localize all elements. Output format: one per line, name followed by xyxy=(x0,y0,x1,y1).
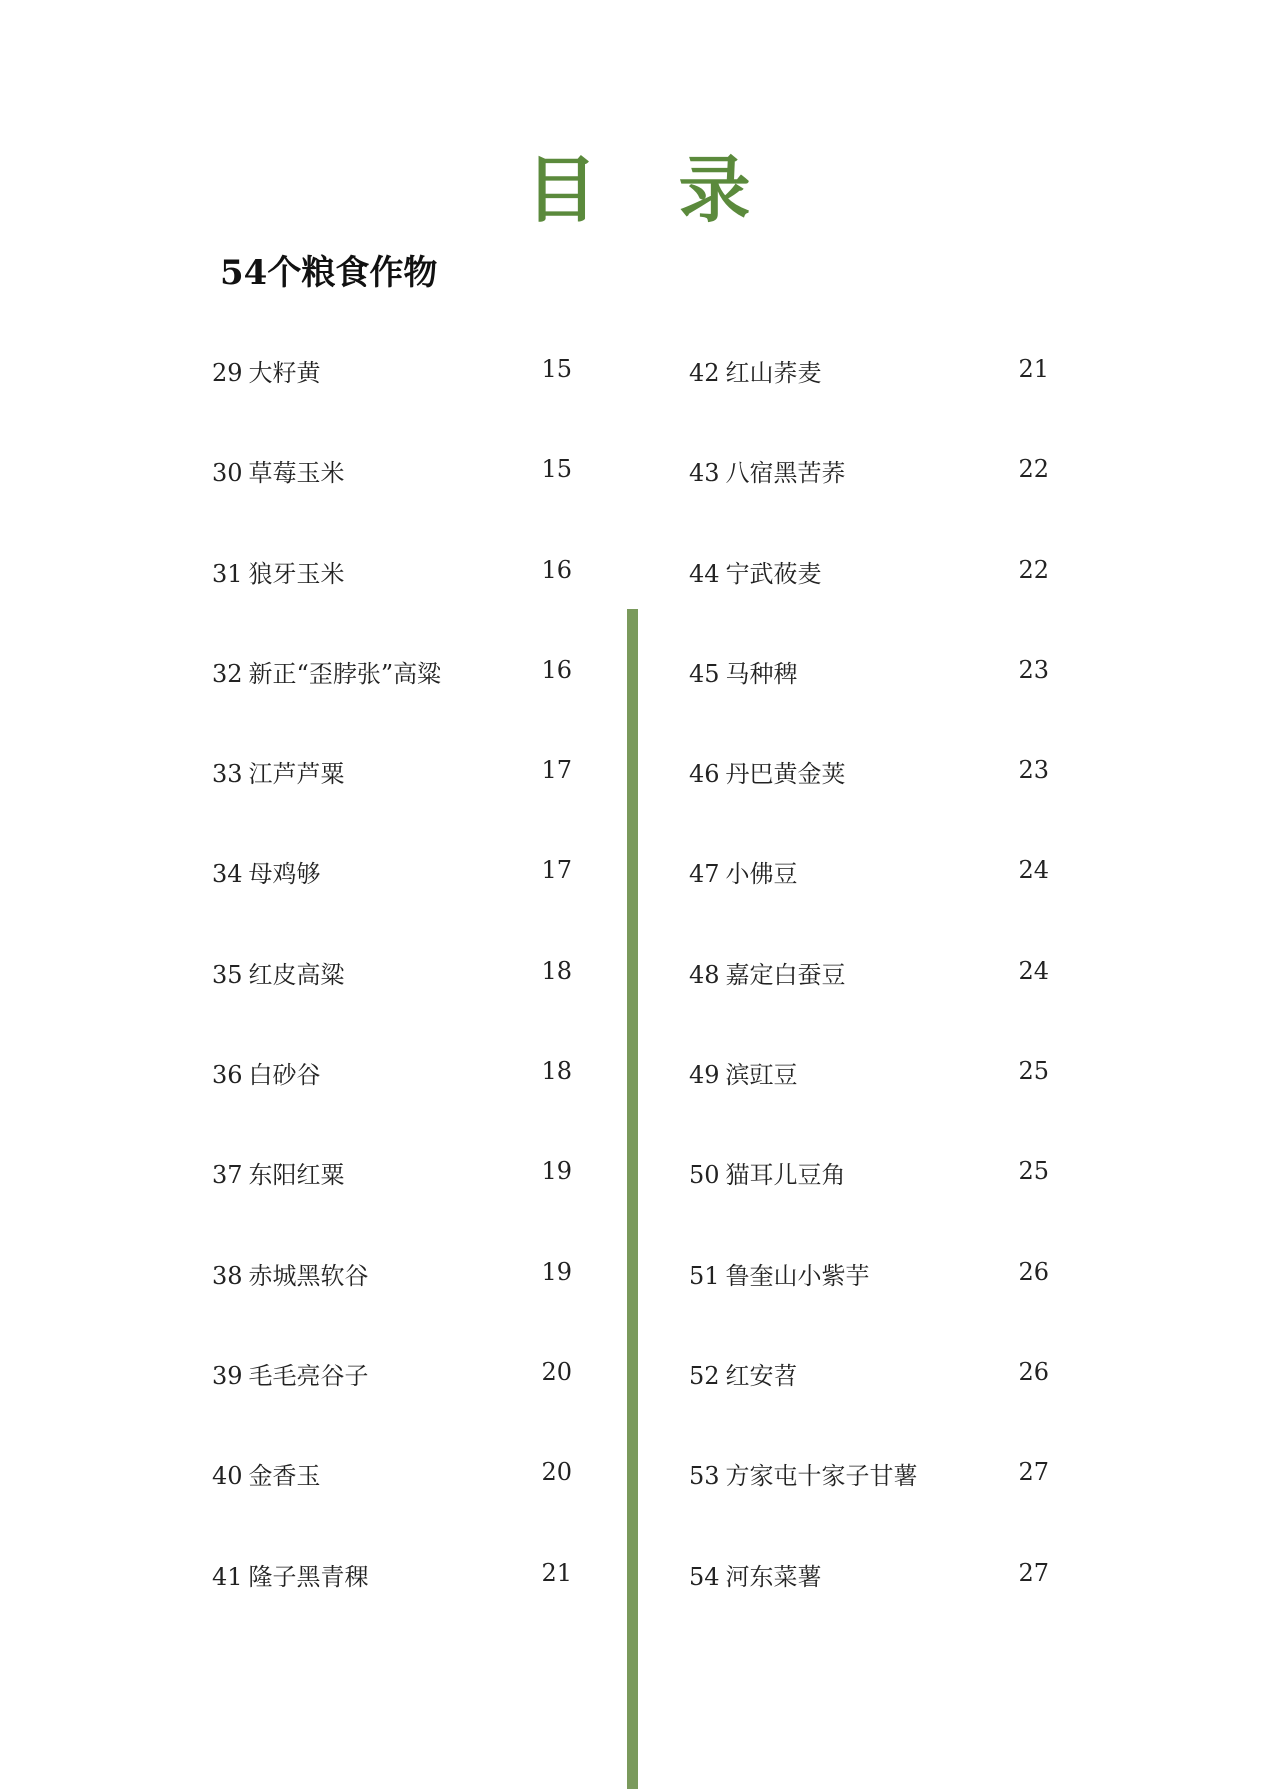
entry-name: 新正“歪脖张”高粱 xyxy=(248,659,442,688)
entry-number: 38 xyxy=(212,1261,243,1290)
toc-entry[interactable] xyxy=(212,955,572,1055)
entry-number: 43 xyxy=(689,459,720,488)
toc-entry[interactable] xyxy=(212,353,572,453)
entry-name: 丹巴黄金荚 xyxy=(725,760,846,789)
entry-number: 50 xyxy=(689,1161,720,1190)
toc-entry[interactable] xyxy=(212,1055,572,1155)
toc-entry[interactable] xyxy=(212,1155,572,1255)
entry-name: 鲁奎山小紫芋 xyxy=(725,1261,870,1290)
toc-entry[interactable] xyxy=(212,854,572,954)
entry-name: 嘉定白蚕豆 xyxy=(725,960,846,989)
entry-page: 22 xyxy=(1018,455,1049,484)
entry-page: 17 xyxy=(541,756,572,785)
entry-number: 44 xyxy=(689,559,720,588)
entry-number: 49 xyxy=(689,1061,720,1090)
entry-number: 32 xyxy=(212,659,243,688)
entry-name: 赤城黑软谷 xyxy=(248,1261,369,1290)
toc-entry[interactable] xyxy=(689,1155,1049,1255)
entry-page: 22 xyxy=(1018,555,1049,584)
toc-entry[interactable] xyxy=(212,554,572,654)
entry-number: 29 xyxy=(212,359,243,387)
entry-name: 金香玉 xyxy=(248,1462,321,1491)
section-heading: 54个粮食作物 xyxy=(220,253,438,293)
toc-entry[interactable] xyxy=(212,453,572,553)
entry-name: 滨豇豆 xyxy=(725,1061,798,1090)
toc-entry[interactable] xyxy=(689,854,1049,954)
entry-page: 15 xyxy=(541,355,572,383)
entry-name: 母鸡够 xyxy=(248,860,321,889)
entry-page: 17 xyxy=(541,856,572,885)
column-divider xyxy=(627,609,638,1789)
entry-name: 红山荞麦 xyxy=(725,359,822,387)
entry-number: 42 xyxy=(689,359,720,387)
entry-page: 19 xyxy=(541,1157,572,1186)
entry-number: 30 xyxy=(212,459,243,488)
toc-entry[interactable] xyxy=(212,1557,572,1657)
entry-page: 24 xyxy=(1018,956,1049,985)
entry-name: 东阳红粟 xyxy=(248,1161,345,1190)
toc-entry[interactable] xyxy=(689,1356,1049,1456)
entry-page: 16 xyxy=(541,655,572,684)
entry-name: 马种稗 xyxy=(725,659,798,688)
toc-entry[interactable] xyxy=(689,1456,1049,1556)
toc-entry[interactable] xyxy=(212,1356,572,1456)
entry-name: 草莓玉米 xyxy=(248,459,345,488)
toc-entry[interactable] xyxy=(212,1256,572,1356)
entry-name: 红皮高粱 xyxy=(248,960,345,989)
toc-entry[interactable] xyxy=(689,1055,1049,1155)
entry-number: 33 xyxy=(212,760,243,789)
entry-number: 52 xyxy=(689,1361,720,1390)
toc-entry[interactable] xyxy=(689,955,1049,1055)
entry-name: 方家屯十家子甘薯 xyxy=(725,1462,918,1491)
toc-entry[interactable] xyxy=(212,754,572,854)
toc-entry[interactable] xyxy=(689,554,1049,654)
entry-name: 小佛豆 xyxy=(725,860,798,889)
entry-name: 狼牙玉米 xyxy=(248,559,345,588)
toc-entry[interactable] xyxy=(689,654,1049,754)
entry-page: 27 xyxy=(1018,1558,1049,1587)
toc-column-right xyxy=(689,353,1049,1657)
entry-name: 隆子黑青稞 xyxy=(248,1562,369,1591)
entry-name: 毛毛亮谷子 xyxy=(248,1361,369,1390)
entry-page: 18 xyxy=(541,1057,572,1086)
entry-page: 20 xyxy=(541,1357,572,1386)
toc-entry[interactable] xyxy=(689,353,1049,453)
toc-entry[interactable] xyxy=(689,1256,1049,1356)
toc-entry[interactable] xyxy=(689,754,1049,854)
entry-name: 河东菜薯 xyxy=(725,1562,822,1591)
entry-number: 36 xyxy=(212,1061,243,1090)
entry-page: 26 xyxy=(1018,1257,1049,1286)
entry-page: 25 xyxy=(1018,1157,1049,1186)
entry-page: 19 xyxy=(541,1257,572,1286)
entry-page: 23 xyxy=(1018,756,1049,785)
entry-page: 23 xyxy=(1018,655,1049,684)
entry-number: 41 xyxy=(212,1562,243,1591)
entry-page: 16 xyxy=(541,555,572,584)
entry-number: 45 xyxy=(689,659,720,688)
entry-name: 大籽黄 xyxy=(248,359,321,387)
entry-number: 31 xyxy=(212,559,243,588)
entry-name: 江芦芦粟 xyxy=(248,760,345,789)
entry-number: 54 xyxy=(689,1562,720,1591)
toc-entry[interactable] xyxy=(689,453,1049,553)
entry-number: 48 xyxy=(689,960,720,989)
toc-entry[interactable] xyxy=(212,654,572,754)
entry-name: 猫耳儿豆角 xyxy=(725,1161,846,1190)
entry-name: 八宿黑苦荞 xyxy=(725,459,846,488)
entry-number: 46 xyxy=(689,760,720,789)
entry-number: 37 xyxy=(212,1161,243,1190)
entry-number: 35 xyxy=(212,960,243,989)
entry-page: 20 xyxy=(541,1458,572,1487)
entry-page: 21 xyxy=(541,1558,572,1587)
toc-entry[interactable] xyxy=(212,1456,572,1556)
entry-page: 18 xyxy=(541,956,572,985)
entry-number: 53 xyxy=(689,1462,720,1491)
entry-page: 15 xyxy=(541,455,572,484)
entry-page: 25 xyxy=(1018,1057,1049,1086)
entry-page: 24 xyxy=(1018,856,1049,885)
entry-name: 红安苕 xyxy=(725,1361,798,1390)
entry-page: 26 xyxy=(1018,1357,1049,1386)
entry-number: 39 xyxy=(212,1361,243,1390)
toc-column-left xyxy=(212,353,572,1657)
entry-name: 白砂谷 xyxy=(248,1061,321,1090)
entry-number: 47 xyxy=(689,860,720,889)
entry-number: 40 xyxy=(212,1462,243,1491)
entry-page: 27 xyxy=(1018,1458,1049,1487)
entry-name: 宁武莜麦 xyxy=(725,559,822,588)
entry-number: 34 xyxy=(212,860,243,889)
entry-number: 51 xyxy=(689,1261,720,1290)
page-title: 目 录 xyxy=(525,147,779,232)
toc-entry[interactable] xyxy=(689,1557,1049,1657)
entry-page: 21 xyxy=(1018,355,1049,383)
